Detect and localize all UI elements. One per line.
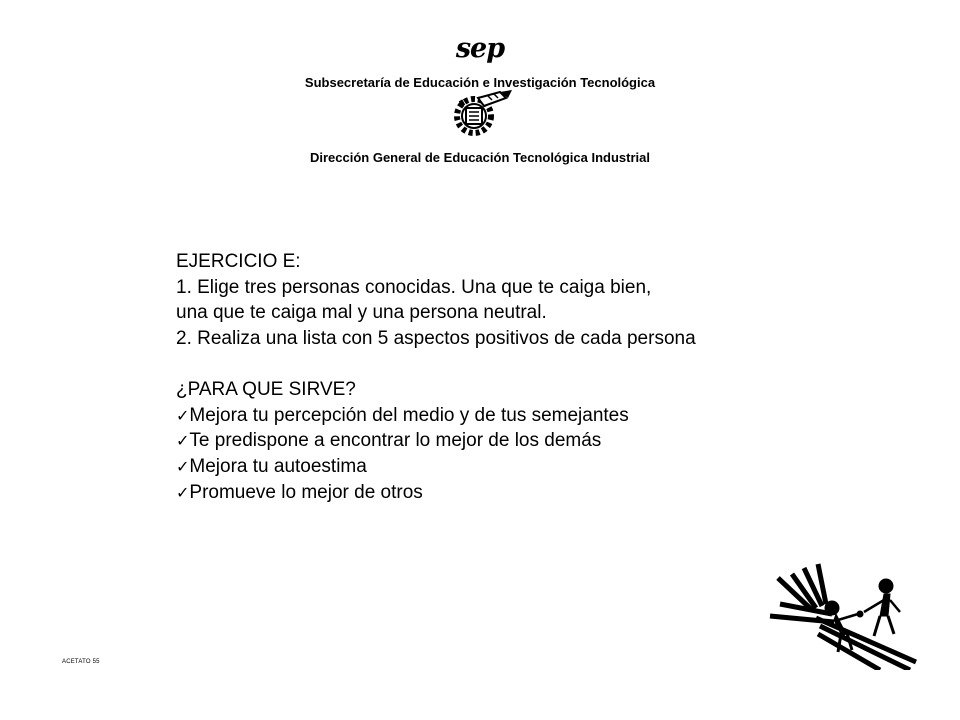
purpose-title: ¿PARA QUE SIRVE?: [176, 378, 356, 400]
benefit-text: Promueve lo mejor de otros: [189, 481, 423, 503]
benefit-text: Te predispone a encontrar lo mejor de los demás: [189, 430, 602, 452]
benefit-item: [176, 480, 816, 506]
acetato-code: ACETATO 55: [62, 659, 100, 665]
sep-logo: sep: [455, 33, 505, 64]
instruction-line: 2. Realiza una lista con 5 aspectos positivos de cada persona: [176, 328, 696, 350]
benefit-text: Mejora tu autoestima: [189, 455, 367, 477]
benefit-text: Mejora tu percepción del medio y de tus semejantes: [189, 404, 629, 426]
check-icon: ✓: [176, 456, 190, 476]
people-climbing-illustration-icon: [760, 558, 920, 670]
direccion-title: Dirección General de Educación Tecnológica Industrial: [309, 150, 650, 165]
benefit-item: [176, 454, 816, 480]
instruction-line: 1. Elige tres personas conocidas. Una que te caiga bien,: [176, 276, 652, 298]
check-icon: ✓: [176, 431, 190, 451]
subsecretaria-title: Subsecretaría de Educación e Investigación Tecnológica: [304, 75, 656, 90]
check-icon: ✓: [176, 482, 190, 502]
gear-emblem-icon: [448, 86, 514, 140]
exercise-title: EJERCICIO E:: [176, 251, 301, 272]
benefit-item: [176, 428, 816, 454]
benefit-item: [176, 403, 816, 429]
instruction-line: una que te caiga mal y una persona neutral.: [176, 302, 547, 324]
check-icon: ✓: [176, 405, 190, 425]
exercise-content: [176, 249, 816, 505]
